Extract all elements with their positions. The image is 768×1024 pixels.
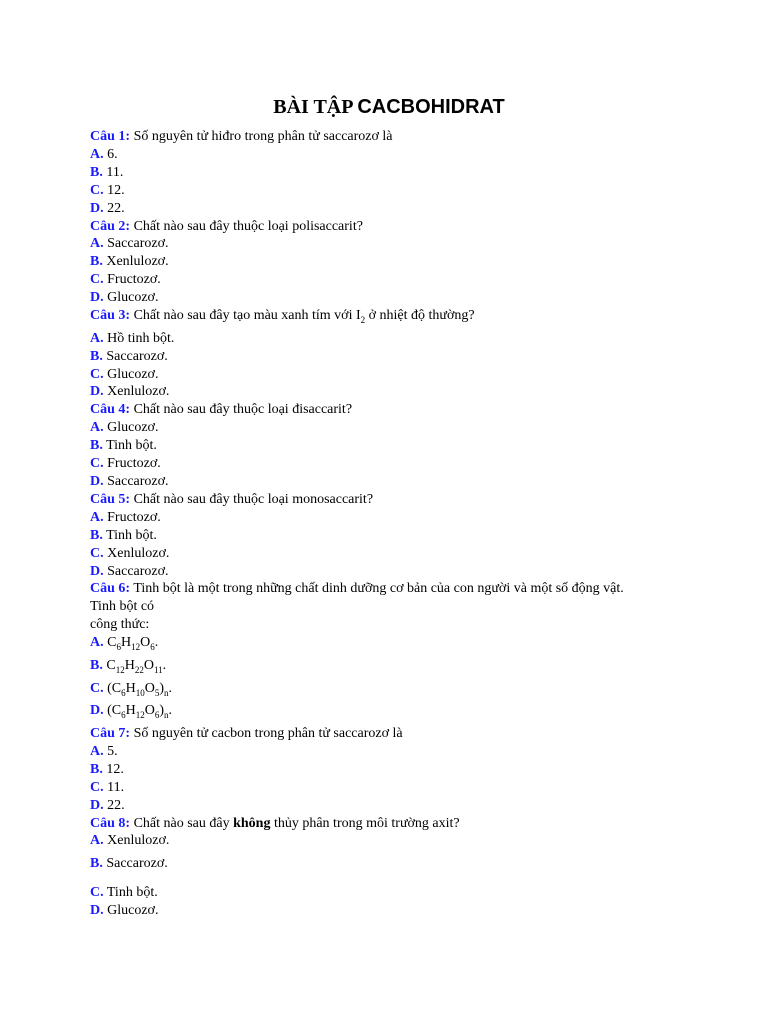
- question-4: [90, 401, 730, 419]
- emphasis-text: không: [233, 815, 271, 831]
- option-label: A.: [90, 635, 104, 651]
- question-3: [90, 307, 730, 330]
- question-6-line-2: Tinh bột có: [90, 599, 155, 615]
- option-label: B.: [90, 348, 103, 364]
- option-label: D.: [90, 474, 104, 490]
- option-label: C.: [90, 885, 104, 901]
- formula-part: C: [106, 657, 116, 673]
- option-text: Hồ tinh bột.: [107, 330, 175, 346]
- option-8b: [90, 855, 730, 873]
- question-7: [90, 725, 730, 743]
- formula-part: O: [144, 680, 155, 696]
- formula: [107, 681, 172, 696]
- option-label: A.: [90, 509, 104, 525]
- question-6-line-3: công thức:: [90, 617, 150, 633]
- subscript: 12: [131, 641, 141, 652]
- option-3d: [90, 383, 730, 401]
- option-text: Glucozơ.: [107, 366, 159, 382]
- option-text: Glucozơ.: [107, 420, 159, 436]
- option-text: Xenlulozơ.: [107, 545, 170, 561]
- formula-part: O: [140, 635, 151, 651]
- option-label: C.: [90, 456, 104, 472]
- option-text: Saccarozơ.: [107, 474, 169, 490]
- option-label: C.: [90, 272, 104, 288]
- option-2a: [90, 235, 730, 253]
- option-text: Tinh bột.: [106, 438, 157, 454]
- formula-part: ): [159, 680, 165, 696]
- option-8d: [90, 902, 730, 920]
- option-text: 6.: [107, 146, 118, 162]
- question-label: Câu 5:: [90, 491, 131, 507]
- option-text: Xenlulozơ.: [107, 384, 170, 400]
- subscript: n: [164, 710, 169, 721]
- formula-part: C: [107, 635, 117, 651]
- page-title: [0, 93, 768, 121]
- option-text: Glucozơ.: [107, 903, 159, 919]
- subscript: 6: [121, 687, 126, 698]
- option-label: D.: [90, 703, 104, 719]
- option-4b: [90, 437, 730, 455]
- option-text: 11.: [106, 164, 124, 180]
- formula-part: .: [162, 657, 167, 673]
- formula-part: ): [159, 703, 165, 719]
- subscript: 5: [154, 687, 160, 698]
- subscript: 6: [121, 710, 126, 721]
- question-text: Chất nào sau đây thuộc loại monosaccarit?: [133, 491, 374, 507]
- option-label: B.: [90, 761, 103, 777]
- option-label: A.: [90, 146, 104, 162]
- option-2d: [90, 289, 730, 307]
- option-label: B.: [90, 856, 103, 872]
- option-1a: [90, 146, 730, 164]
- formula: [106, 658, 166, 673]
- subscript: 6: [150, 641, 155, 652]
- title-part1: BÀI TẬP: [273, 96, 353, 118]
- option-text: Saccarozơ.: [107, 236, 169, 252]
- option-text: Saccarozơ.: [106, 856, 168, 872]
- question-label: Câu 3:: [90, 308, 131, 324]
- formula-part: .: [168, 703, 173, 719]
- question-text: Chất nào sau đây thuộc loại đisaccarit?: [133, 402, 353, 418]
- option-label: D.: [90, 384, 104, 400]
- option-text: Fructozơ.: [107, 456, 161, 472]
- subscript: 12: [135, 710, 145, 721]
- formula-part: .: [168, 680, 173, 696]
- formula-part: O: [144, 703, 155, 719]
- option-4a: [90, 419, 730, 437]
- option-label: A.: [90, 833, 104, 849]
- option-6a: [90, 634, 730, 657]
- option-6c: [90, 680, 730, 703]
- option-6b: [90, 657, 730, 680]
- option-text: 11.: [107, 779, 125, 795]
- option-text: Glucozơ.: [107, 290, 159, 306]
- formula-part: H: [124, 657, 135, 673]
- option-label: B.: [90, 527, 103, 543]
- question-1: [90, 128, 730, 146]
- question-list: [90, 128, 730, 920]
- option-label: C.: [90, 680, 104, 696]
- formula-part: H: [125, 680, 136, 696]
- option-6d: [90, 702, 730, 725]
- option-label: C.: [90, 545, 104, 561]
- question-text: Số nguyên tử hiđro trong phân tử saccarozơ là: [133, 129, 393, 144]
- option-label: D.: [90, 797, 104, 813]
- option-text: Saccarozơ.: [106, 348, 168, 364]
- option-2c: [90, 271, 730, 289]
- option-text: Saccarozơ.: [107, 563, 169, 579]
- option-5c: [90, 545, 730, 563]
- option-text: 22.: [107, 200, 125, 216]
- title-part2: CACBOHIDRAT: [357, 96, 505, 118]
- option-8c: [90, 884, 730, 902]
- option-3a: [90, 330, 730, 348]
- option-7b: [90, 761, 730, 779]
- formula: [107, 703, 173, 721]
- subscript: 12: [115, 664, 125, 675]
- question-6: [90, 580, 730, 598]
- option-3b: [90, 348, 730, 366]
- formula-part: .: [154, 635, 159, 651]
- formula-part: O: [143, 657, 154, 673]
- question-label: Câu 1:: [90, 129, 131, 144]
- option-label: B.: [90, 254, 103, 270]
- subscript: n: [164, 687, 169, 698]
- formula-part: (C: [107, 703, 122, 719]
- option-2b: [90, 253, 730, 271]
- subscript: 2: [360, 314, 366, 325]
- question-text-cont: ở nhiệt độ thường?: [365, 308, 475, 324]
- option-8a: [90, 832, 730, 850]
- option-label: C.: [90, 779, 104, 795]
- option-1c: [90, 182, 730, 200]
- subscript: 22: [134, 664, 144, 675]
- question-label: Câu 8:: [90, 815, 131, 831]
- option-label: B.: [90, 438, 103, 454]
- option-5d: [90, 563, 730, 581]
- option-label: A.: [90, 420, 104, 436]
- option-text: 12.: [106, 761, 124, 777]
- option-label: B.: [90, 164, 103, 180]
- option-text: 12.: [107, 182, 125, 198]
- option-4d: [90, 473, 730, 491]
- question-text: Chất nào sau đây thuộc loại polisaccarit?: [133, 218, 363, 234]
- question-5: [90, 491, 730, 509]
- formula: [107, 635, 158, 650]
- option-5a: [90, 509, 730, 527]
- subscript: 10: [135, 687, 145, 698]
- question-text: Số nguyên tử cacbon trong phân tử saccarozơ là: [133, 725, 403, 741]
- question-label: Câu 4:: [90, 402, 131, 418]
- option-text: Xenlulozơ.: [106, 254, 169, 270]
- option-text: 22.: [107, 797, 125, 813]
- subscript: 6: [116, 641, 121, 652]
- question-2: [90, 218, 730, 236]
- option-text: Fructozơ.: [107, 509, 161, 525]
- option-5b: [90, 527, 730, 545]
- option-1b: [90, 164, 730, 182]
- option-text: Tinh bột.: [106, 885, 158, 901]
- question-text: Chất nào sau đây tạo màu xanh tím với I: [133, 308, 361, 324]
- option-text: 5.: [107, 743, 118, 759]
- option-label: C.: [90, 366, 104, 382]
- formula-part: (C: [107, 680, 122, 696]
- question-label: Câu 6:: [90, 581, 131, 597]
- option-text: Fructozơ.: [107, 272, 161, 288]
- question-text: Tinh bột là một trong những chất dinh dưỡng cơ bản của con người và một số động vật.: [133, 581, 624, 597]
- option-label: B.: [90, 657, 103, 673]
- subscript: 11: [153, 664, 163, 675]
- option-text: Tinh bột.: [106, 527, 157, 543]
- option-3c: [90, 366, 730, 384]
- question-8: [90, 815, 730, 833]
- question-text: Chất nào sau đây: [133, 815, 234, 831]
- option-label: D.: [90, 290, 104, 306]
- question-label: Câu 2:: [90, 218, 131, 234]
- option-label: D.: [90, 903, 104, 919]
- option-7d: [90, 797, 730, 815]
- option-label: D.: [90, 563, 104, 579]
- option-7a: [90, 743, 730, 761]
- option-label: A.: [90, 236, 104, 252]
- question-text-cont: thủy phân trong môi trường axit?: [270, 815, 460, 831]
- option-label: C.: [90, 182, 104, 198]
- option-label: D.: [90, 200, 104, 216]
- subscript: 6: [154, 710, 160, 721]
- option-text: Xenlulozơ.: [107, 833, 170, 849]
- formula-part: H: [120, 635, 132, 651]
- question-label: Câu 7:: [90, 725, 131, 741]
- option-label: A.: [90, 330, 104, 346]
- option-4c: [90, 455, 730, 473]
- option-7c: [90, 779, 730, 797]
- option-1d: [90, 200, 730, 218]
- formula-part: H: [125, 703, 136, 719]
- option-label: A.: [90, 743, 104, 759]
